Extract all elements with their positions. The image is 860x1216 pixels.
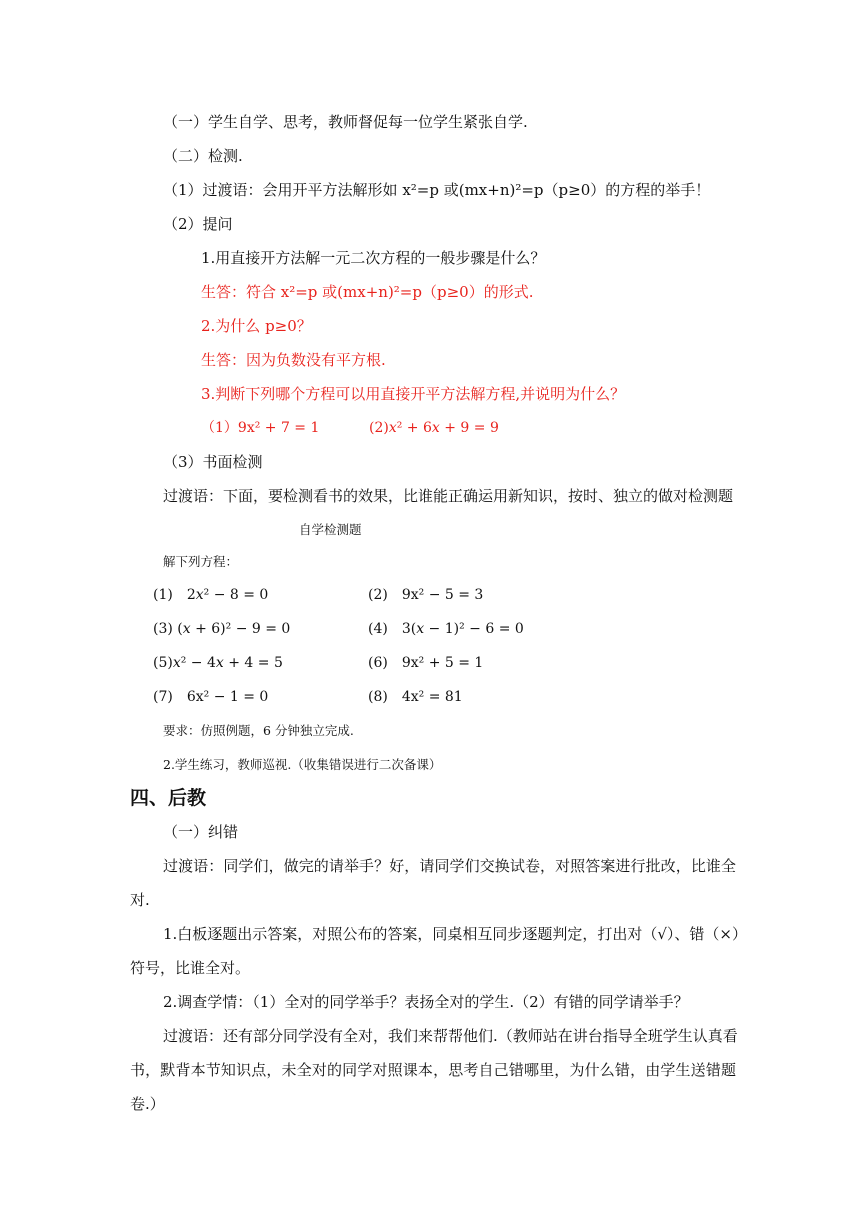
problem-3: (3) (𝑥 + 6)² − 9 = 0 — [153, 621, 291, 637]
question-heading: （2）提问 — [163, 215, 233, 233]
problem-1: (1) 2𝑥² − 8 = 0 — [153, 587, 269, 603]
survey-line: 2.调查学情：（1）全对的同学举手？表扬全对的学生.（2）有错的同学请举手？ — [163, 993, 689, 1011]
transition-line-1: （1）过渡语：会用开平方法解形如 x²=p 或(mx+n)²=p（p≥0）的方程的举手！ — [163, 181, 711, 199]
problem-4: (4) 3(𝑥 − 1)² − 6 = 0 — [368, 621, 524, 637]
answer-2: 生答：因为负数没有平方根. — [201, 351, 386, 369]
problem-7: (7) 6x² − 1 = 0 — [153, 689, 269, 705]
paragraph-whiteboard-line-2: 符号，比谁全对。 — [130, 959, 251, 977]
answer-1: 生答：符合 x²=p 或(mx+n)²=p（p≥0）的形式. — [201, 283, 534, 301]
question-2: 2.为什么 p≥0？ — [201, 317, 312, 335]
paragraph-whiteboard-line-1: 1.白板逐题出示答案，对照公布的答案，同桌相互同步逐题判定，打出对（√）、错（×） — [163, 925, 747, 943]
paragraph-help-line-2: 书，默背本节知识点，未全对的同学对照课本，思考自己错哪里，为什么错，由学生送错题 — [130, 1061, 736, 1079]
step-self-study: （一）学生自学、思考，教师督促每一位学生紧张自学. — [163, 113, 528, 131]
question-1: 1.用直接开方法解一元二次方程的一般步骤是什么？ — [201, 249, 546, 267]
correction-heading: （一）纠错 — [163, 823, 239, 841]
step-check: （二）检测. — [163, 147, 243, 165]
problem-6: (6) 9x² + 5 = 1 — [368, 655, 484, 671]
solve-instruction: 解下列方程： — [163, 554, 239, 569]
paragraph-transition-3-line-2: 对. — [130, 891, 150, 909]
equation-a: （1）9x² + 7 = 1 — [201, 420, 320, 436]
test-title: 自学检测题 — [299, 522, 362, 537]
transition-line-2: 过渡语：下面，要检测看书的效果，比谁能正确运用新知识，按时、独立的做对检测题 — [163, 487, 734, 505]
problem-8: (8) 4x² = 81 — [368, 689, 463, 705]
paragraph-help-line-1: 过渡语：还有部分同学没有全对，我们来帮帮他们.（教师站在讲台指导全班学生认真看 — [163, 1027, 738, 1045]
problem-5: (5)𝑥² − 4𝑥 + 4 = 5 — [153, 655, 283, 671]
section-heading: 四、后教 — [130, 787, 207, 809]
requirement: 要求：仿照例题，6 分钟独立完成. — [163, 723, 354, 738]
paragraph-help-line-3: 卷.） — [130, 1095, 165, 1113]
problem-2: (2) 9x² − 5 = 3 — [368, 587, 484, 603]
equation-b: (2)𝑥² + 6𝑥 + 9 = 9 — [369, 420, 499, 436]
practice-note: 2.学生练习，教师巡视.（收集错误进行二次备课） — [163, 757, 442, 772]
question-3: 3.判断下列哪个方程可以用直接开平方法解方程,并说明为什么？ — [201, 385, 626, 403]
written-test-heading: （3）书面检测 — [163, 453, 263, 471]
paragraph-transition-3-line-1: 过渡语：同学们，做完的请举手？好，请同学们交换试卷，对照答案进行批改，比谁全 — [163, 857, 736, 875]
